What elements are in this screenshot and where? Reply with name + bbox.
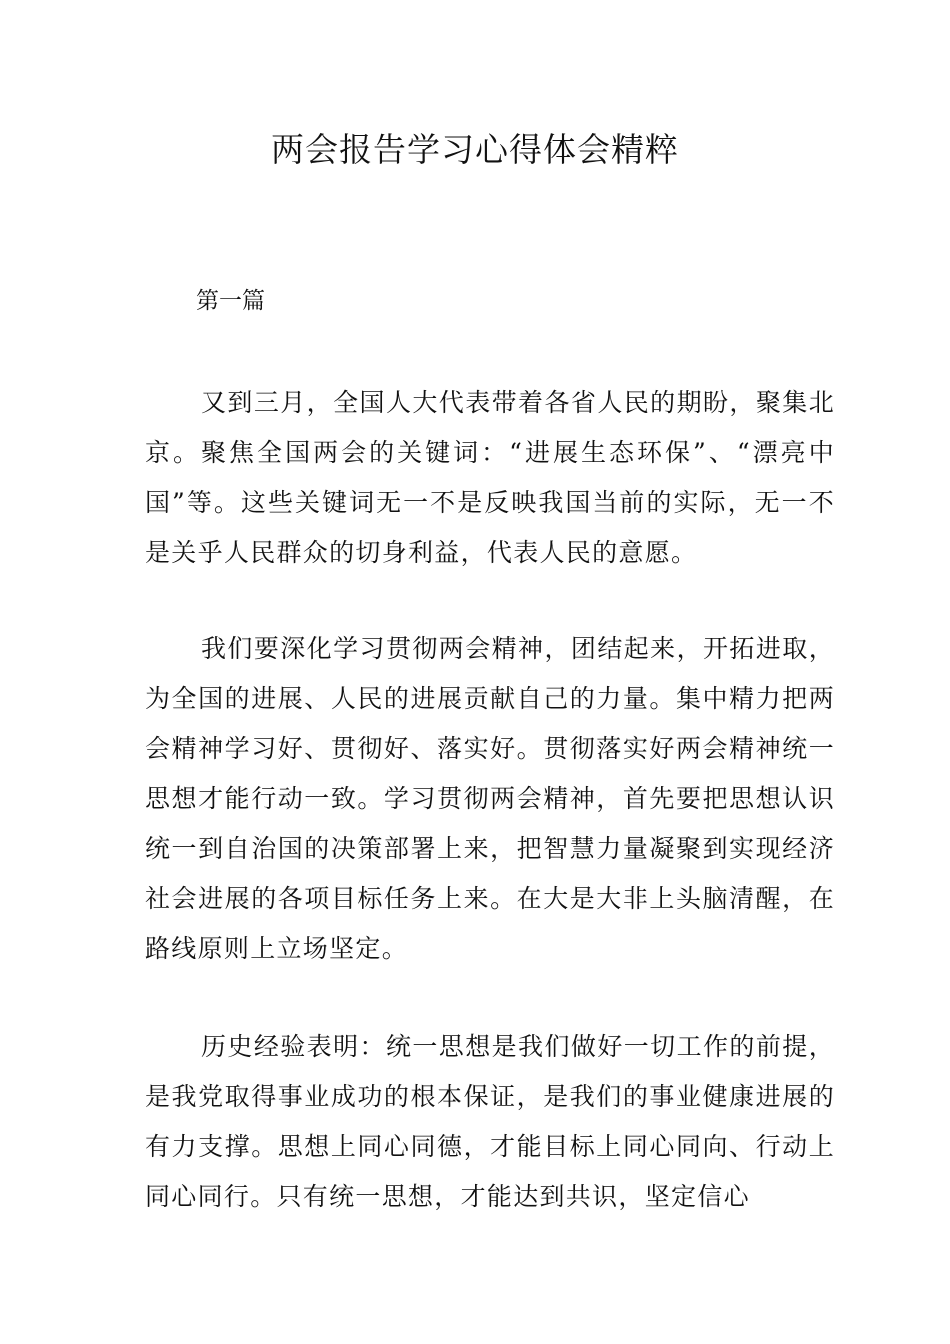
paragraph-3: 历史经验表明：统一思想是我们做好一切工作的前提，是我党取得事业成功的根本保证，是我们的事业健康进展的有力支撑。思想上同心同德，才能目标上同心同向、行动上同心同行。只有统一思想，才能达到共识，坚定信心 [145, 1032, 835, 1211]
document-title: 两会报告学习心得体会精粹 [271, 130, 679, 169]
paragraph-1: 又到三月，全国人大代表带着各省人民的期盼，聚集北京。聚焦全国两会的关键词：“进展生态环保”、“漂亮中国”等。这些关键词无一不是反映我国当前的实际，无一不是关乎人民群众的切身利益，代表人民的意愿。 [145, 388, 835, 567]
paragraph-2: 我们要深化学习贯彻两会精神，团结起来，开拓进取，为全国的进展、人民的进展贡献自己的力量。集中精力把两会精神学习好、贯彻好、落实好。贯彻落实好两会精神统一思想才能行动一致。学习贯彻两会精神，首先要把思想认识统一到自治国的决策部署上来，把智慧力量凝聚到实现经济社会进展的各项目标任务上来。在大是大非上头脑清醒，在路线原则上立场坚定。 [145, 634, 835, 963]
section-heading: 第一篇 [196, 288, 265, 314]
